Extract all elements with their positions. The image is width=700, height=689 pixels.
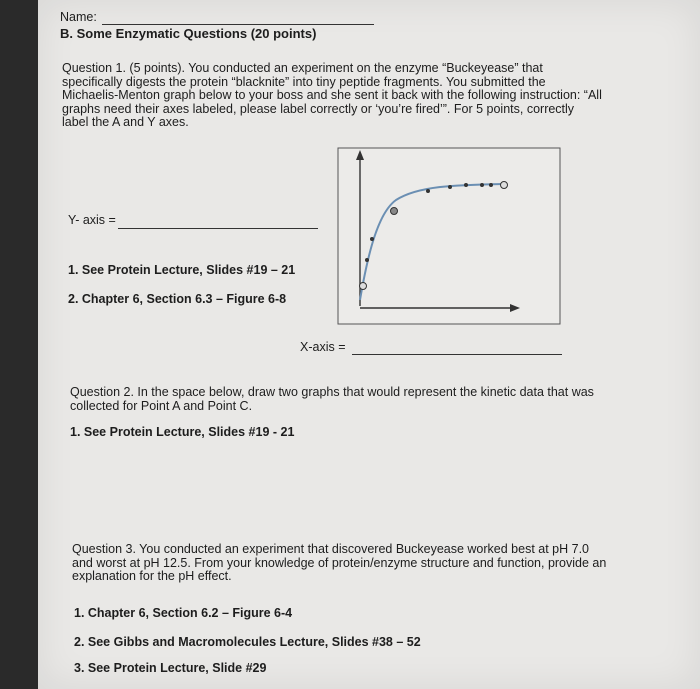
q2-ref-1: 1. See Protein Lecture, Slides #19 - 21: [70, 425, 295, 439]
name-blank[interactable]: [102, 24, 374, 25]
curve-point: [480, 183, 484, 187]
curve-point: [370, 237, 374, 241]
point-a: [360, 283, 367, 290]
question-1-text: Question 1. (5 points). You conducted an experiment on the enzyme “Buckeyease” that specifically digests the protein “blacknite” into tiny peptide fragments. You submitted the Michaelis-Menton graph below to your boss and she sent it back with the following instruction: “All graphs need their axes labeled, please label correctly or ‘you’re fired’”. For 5 points, correctly label the A and Y axes.: [62, 61, 602, 130]
q3-ref-1: 1. Chapter 6, Section 6.2 – Figure 6-4: [74, 606, 293, 620]
q3-ref-2: 2. See Gibbs and Macromolecules Lecture, Slides #38 – 52: [74, 635, 421, 649]
x-axis-label: X-axis =: [300, 340, 346, 354]
michaelis-menten-graph: [338, 148, 562, 328]
y-axis-blank[interactable]: [118, 228, 318, 229]
q3-ref-3: 3. See Protein Lecture, Slide #29: [74, 661, 267, 675]
curve-point: [448, 185, 452, 189]
curve-point: [426, 189, 430, 193]
curve-point: [365, 258, 369, 262]
question-2-text: Question 2. In the space below, draw two graphs that would represent the kinetic data that was collected for Point A and Point C.: [70, 385, 594, 413]
y-axis-label: Y- axis =: [68, 213, 116, 227]
q1-ref-1: 1. See Protein Lecture, Slides #19 – 21: [68, 263, 296, 277]
worksheet-page: [38, 0, 700, 689]
question-3-text: Question 3. You conducted an experiment that discovered Buckeyease worked best at pH 7.0 and worst at pH 12.5. From your knowledge of protein/enzyme structure and function, provide an explanation for the pH effect.: [72, 542, 607, 584]
point-b: [391, 208, 398, 215]
point-c: [501, 182, 508, 189]
graph-frame: [338, 148, 560, 324]
q1-ref-2: 2. Chapter 6, Section 6.3 – Figure 6-8: [68, 292, 287, 306]
curve-point: [464, 183, 468, 187]
x-axis-blank[interactable]: [352, 354, 562, 355]
section-title: B. Some Enzymatic Questions (20 points): [60, 26, 317, 41]
curve-point: [489, 183, 493, 187]
name-label: Name:: [60, 10, 97, 24]
